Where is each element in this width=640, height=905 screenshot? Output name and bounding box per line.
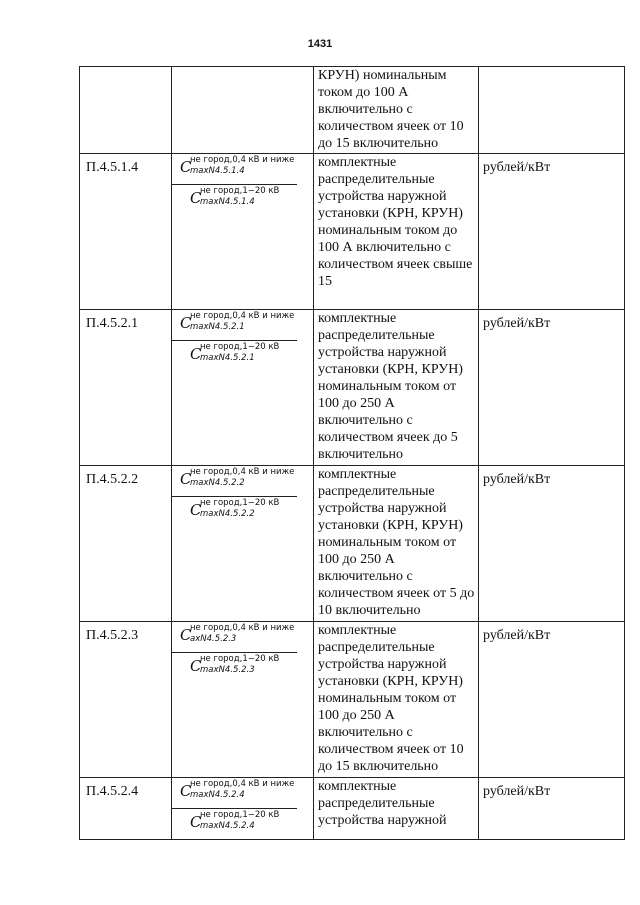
formula-cell <box>172 466 314 622</box>
formula-cell <box>172 622 314 778</box>
description-cell: КРУН) номинальным током до 100 А включительно с количеством ячеек от 10 до 15 включительно <box>314 67 479 154</box>
description-cell: комплектные распределительные устройства наружной установки (КРН, КРУН) номинальным током от 100 до 250 А включительно с количеством ячеек до 5 включительно <box>314 310 479 466</box>
description-cell: комплектные распределительные устройства наружной установки (КРН, КРУН) номинальным током от 100 до 250 А включительно с количеством ячеек от 10 до 15 включительно <box>314 622 479 778</box>
code-cell: П.4.5.2.2 <box>80 466 172 622</box>
unit-cell: рублей/кВт <box>479 154 625 310</box>
description-cell: комплектные распределительные устройства наружной установки (КРН, КРУН) номинальным током от 100 до 250 А включительно с количеством ячеек от 5 до 10 включительно <box>314 466 479 622</box>
table-row <box>80 310 625 466</box>
code-cell: П.4.5.2.3 <box>80 622 172 778</box>
formula-medium-voltage: C не город,1−20 кВ maxN4.5.2.2 <box>190 498 280 519</box>
code-cell: П.4.5.1.4 <box>80 154 172 310</box>
formula-low-voltage: C не город,0,4 кВ и ниже axN4.5.2.3 <box>172 622 297 653</box>
formula-cell <box>172 67 314 154</box>
unit-cell: рублей/кВт <box>479 778 625 840</box>
formula-medium-voltage: C не город,1−20 кВ maxN4.5.2.4 <box>190 810 280 831</box>
description-cell: комплектные распределительные устройства наружной установки (КРН, КРУН) номинальным током до 100 А включительно с количеством ячеек свыше 15 <box>314 154 479 310</box>
formula-medium-voltage: C не город,1−20 кВ maxN4.5.2.1 <box>190 342 280 363</box>
unit-cell: рублей/кВт <box>479 622 625 778</box>
unit-cell: рублей/кВт <box>479 466 625 622</box>
unit-cell <box>479 67 625 154</box>
tariff-table <box>79 66 625 840</box>
formula-cell <box>172 310 314 466</box>
formula-low-voltage: C не город,0,4 кВ и ниже maxN4.5.1.4 <box>172 154 297 185</box>
formula-low-voltage: C не город,0,4 кВ и ниже maxN4.5.2.2 <box>172 466 297 497</box>
code-cell: П.4.5.2.1 <box>80 310 172 466</box>
code-cell: П.4.5.2.4 <box>80 778 172 840</box>
table-row <box>80 67 625 154</box>
formula-medium-voltage: C не город,1−20 кВ maxN4.5.1.4 <box>190 186 280 207</box>
formula-medium-voltage: C не город,1−20 кВ maxN4.5.2.3 <box>190 654 280 675</box>
page-number: 1431 <box>307 38 333 50</box>
formula-low-voltage: C не город,0,4 кВ и ниже maxN4.5.2.1 <box>172 310 297 341</box>
formula-low-voltage: C не город,0,4 кВ и ниже maxN4.5.2.4 <box>172 778 297 809</box>
table-row <box>80 154 625 310</box>
unit-cell: рублей/кВт <box>479 310 625 466</box>
table-row <box>80 466 625 622</box>
code-cell <box>80 67 172 154</box>
description-cell: комплектные распределительные устройства наружной <box>314 778 479 840</box>
table-row <box>80 778 625 840</box>
table-row <box>80 622 625 778</box>
formula-cell <box>172 778 314 840</box>
formula-cell <box>172 154 314 310</box>
